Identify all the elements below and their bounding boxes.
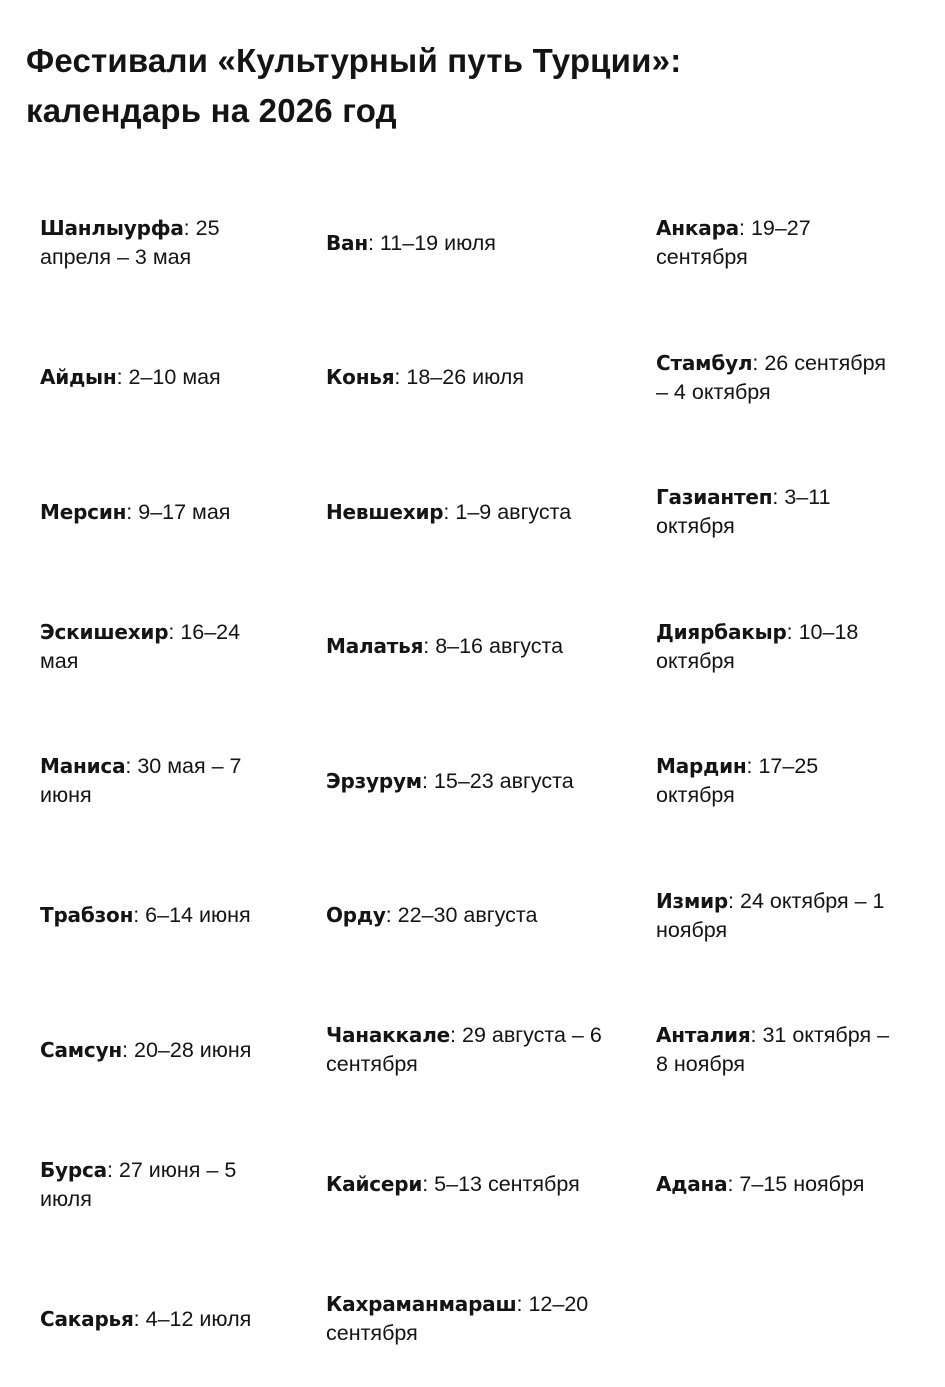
festival-entry <box>326 901 537 930</box>
city-separator: : <box>750 1023 763 1048</box>
city-separator: : <box>116 365 129 390</box>
city-separator: : <box>727 1172 740 1197</box>
calendar-cell <box>656 580 920 715</box>
festival-entry <box>326 1290 616 1348</box>
page-title-line-1: Фестивали «Культурный путь Турции»: <box>26 42 682 79</box>
festival-city: Айдын <box>40 365 117 390</box>
calendar-cell <box>656 445 920 580</box>
festival-dates: 17–25 октября <box>656 754 819 808</box>
festival-city: Кахраманмараш <box>326 1292 517 1317</box>
city-separator: : <box>133 1306 146 1331</box>
festival-entry <box>40 1305 251 1334</box>
calendar-cell <box>656 1118 920 1253</box>
festival-city: Анталия <box>656 1023 751 1048</box>
calendar-cell <box>326 580 656 715</box>
festival-entry <box>40 1156 270 1214</box>
calendar-cell <box>40 983 326 1118</box>
festival-entry <box>40 498 230 527</box>
festival-entry <box>40 901 251 930</box>
festival-city: Стамбул <box>656 350 753 375</box>
festival-dates: 31 октября – 8 ноября <box>656 1023 890 1077</box>
festival-city: Кайсери <box>326 1172 423 1197</box>
city-separator: : <box>422 1172 435 1197</box>
city-separator: : <box>183 216 196 241</box>
festival-dates: 27 июня – 5 июля <box>40 1157 237 1211</box>
festival-entry <box>326 1170 580 1199</box>
festival-dates: 10–18 октября <box>656 619 859 673</box>
festival-city: Самсун <box>40 1037 123 1062</box>
city-separator: : <box>133 903 146 928</box>
festival-city: Диярбакыр <box>656 619 787 644</box>
festival-city: Эскишехир <box>40 619 169 644</box>
city-separator: : <box>126 499 139 524</box>
calendar-cell <box>40 580 326 715</box>
festival-dates: 11–19 июля <box>379 230 496 255</box>
festival-dates: 5–13 сентября <box>434 1172 580 1197</box>
calendar-cell <box>40 176 326 311</box>
page-title <box>26 36 906 136</box>
festival-entry <box>40 618 270 676</box>
festival-dates: 2–10 мая <box>128 365 221 390</box>
festival-city: Бурса <box>40 1157 107 1182</box>
city-separator: : <box>106 1157 119 1182</box>
festival-city: Невшехир <box>326 499 444 524</box>
calendar-cell <box>40 849 326 984</box>
festival-dates: 15–23 августа <box>433 768 574 793</box>
festival-city: Ван <box>326 230 368 255</box>
festival-dates: 18–26 июля <box>406 365 524 390</box>
calendar-cell <box>656 983 920 1118</box>
calendar-cell <box>40 445 326 580</box>
calendar-cell <box>40 714 326 849</box>
festival-entry <box>656 214 902 272</box>
festival-dates: 12–20 сентября <box>326 1292 589 1346</box>
festival-dates: 26 сентября – 4 октября <box>656 350 886 404</box>
festival-city: Сакарья <box>40 1306 134 1331</box>
festival-entry <box>656 752 902 810</box>
festival-dates: 3–11 октября <box>656 485 831 539</box>
festival-city: Маниса <box>40 754 126 779</box>
city-separator: : <box>385 903 398 928</box>
city-separator: : <box>443 499 456 524</box>
festival-city: Конья <box>326 365 395 390</box>
calendar-cell <box>326 849 656 984</box>
city-separator: : <box>122 1037 134 1062</box>
calendar-cell <box>656 176 920 311</box>
festival-entry <box>656 1170 864 1199</box>
festival-dates: 24 октября – 1 ноября <box>656 888 885 942</box>
calendar-cell <box>326 311 656 446</box>
festival-entry <box>326 1021 616 1079</box>
festival-dates: 9–17 мая <box>138 499 231 524</box>
festival-entry <box>326 229 496 258</box>
festival-dates: 8–16 августа <box>435 634 564 659</box>
city-separator: : <box>394 365 407 390</box>
city-separator: : <box>421 768 434 793</box>
calendar-cell <box>40 311 326 446</box>
festival-city: Чанаккале <box>326 1023 451 1048</box>
festival-city: Эрзурум <box>326 768 422 793</box>
calendar-cell <box>326 714 656 849</box>
city-separator: : <box>738 216 751 241</box>
calendar-cell <box>656 1252 920 1387</box>
city-separator: : <box>752 350 765 375</box>
festival-city: Измир <box>656 888 729 913</box>
festival-entry <box>326 632 563 661</box>
festival-city: Орду <box>326 903 386 928</box>
calendar-cell <box>656 714 920 849</box>
festival-dates: 22–30 августа <box>397 903 538 928</box>
festival-city: Шанлыурфа <box>40 216 184 241</box>
festival-entry <box>656 618 902 676</box>
festival-city: Мардин <box>656 754 747 779</box>
festival-dates: 30 мая – 7 июня <box>40 754 242 808</box>
calendar-cell <box>40 1118 326 1253</box>
festival-entry <box>40 214 270 272</box>
calendar-cell <box>326 1252 656 1387</box>
calendar-cell <box>40 1252 326 1387</box>
festival-city: Мерсин <box>40 499 127 524</box>
festival-dates: 6–14 июня <box>145 903 251 928</box>
festival-city: Трабзон <box>40 903 134 928</box>
festival-entry <box>40 1036 251 1065</box>
festival-entry <box>326 767 574 796</box>
festival-dates: 4–12 июля <box>145 1306 252 1331</box>
city-separator: : <box>786 619 799 644</box>
city-separator: : <box>746 754 759 779</box>
festival-dates: 1–9 августа <box>455 499 572 524</box>
city-separator: : <box>367 230 380 255</box>
calendar-cell <box>326 176 656 311</box>
city-separator: : <box>125 754 138 779</box>
city-separator: : <box>450 1023 462 1048</box>
calendar-cell <box>656 311 920 446</box>
festival-dates: 19–27 сентября <box>656 216 811 270</box>
festival-dates: 25 апреля – 3 мая <box>40 216 220 270</box>
calendar-cell <box>326 1118 656 1253</box>
city-separator: : <box>728 888 740 913</box>
festival-calendar-grid <box>40 176 920 1387</box>
calendar-cell <box>326 445 656 580</box>
festival-entry <box>326 363 524 392</box>
calendar-cell <box>656 849 920 984</box>
calendar-cell <box>326 983 656 1118</box>
festival-dates: 20–28 июня <box>134 1037 252 1062</box>
festival-dates: 7–15 ноября <box>739 1172 865 1197</box>
festival-city: Газиантеп <box>656 485 773 510</box>
festival-entry <box>656 887 902 945</box>
city-separator: : <box>423 634 436 659</box>
festival-entry <box>40 363 221 392</box>
festival-city: Малатья <box>326 634 424 659</box>
city-separator: : <box>168 619 181 644</box>
festival-entry <box>326 498 571 527</box>
festival-entry <box>40 752 270 810</box>
festival-city: Адана <box>656 1172 728 1197</box>
festival-dates: 29 августа – 6 сентября <box>326 1023 602 1077</box>
city-separator: : <box>772 485 785 510</box>
festival-entry <box>656 349 902 407</box>
city-separator: : <box>516 1292 529 1317</box>
festival-city: Анкара <box>656 216 739 241</box>
festival-entry <box>656 483 902 541</box>
festival-dates: 16–24 мая <box>40 619 241 673</box>
festival-entry <box>656 1021 902 1079</box>
page-title-line-2: календарь на 2026 год <box>26 92 397 129</box>
